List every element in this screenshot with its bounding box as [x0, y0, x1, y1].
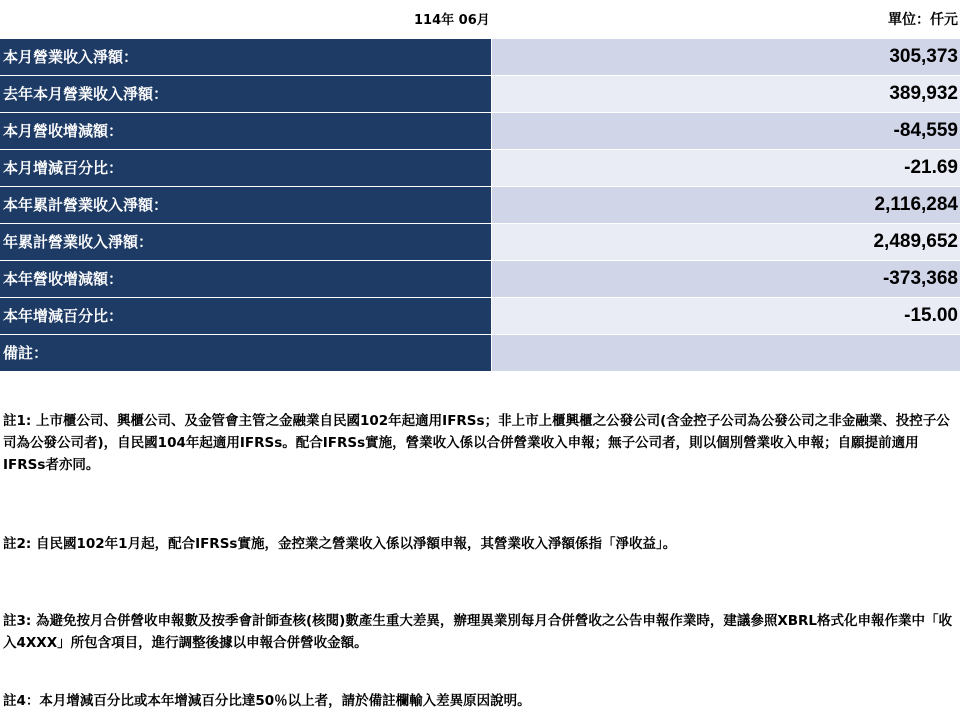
row-label-monthly-percent: 本月增減百分比： — [0, 150, 492, 186]
row-value-remarks — [492, 335, 960, 371]
row-label-ytd-change: 本年營收增減額： — [0, 261, 492, 297]
report-period: 114年 06月 — [414, 13, 490, 28]
row-label-monthly-revenue: 本月營業收入淨額： — [0, 39, 492, 75]
table-row — [0, 261, 960, 298]
row-value-ytd-change: -373,368 — [492, 261, 960, 297]
table-row — [0, 113, 960, 150]
table-row — [0, 76, 960, 113]
row-label-ytd-revenue: 本年累計營業收入淨額： — [0, 187, 492, 223]
currency-unit: 單位：仟元 — [888, 12, 958, 28]
row-value-monthly-revenue: 305,373 — [492, 39, 960, 75]
footnote-4: 註4：本月增減百分比或本年增減百分比達50％以上者，請於備註欄輸入差異原因說明。 — [3, 693, 531, 709]
footnote-1: 註1: 上市櫃公司、興櫃公司、及金管會主管之金融業自民國102年起適用IFRSs；非上市上櫃興櫃之公發公司(含金控子公司為公發公司之非金融業、投控子公司為公發公司者)，自民國104年起適用IFRSs。配合IFRSs實施，營業收入係以合併營業收入申報；無子公司者，則以個別營業收入申報；自願提前適用IFRSs者亦同。 — [3, 413, 950, 473]
footnote-3: 註3: 為避免按月合併營收申報數及按季會計師查核(核閱)數產生重大差異，辦理異業別每月合併營收之公告申報作業時，建議參照XBRL格式化申報作業中「收入4XXX」所包含項目，進行調整後據以申報合併營收金額。 — [3, 613, 953, 651]
table-row — [0, 187, 960, 224]
row-value-last-ytd-revenue: 2,489,652 — [492, 224, 960, 260]
row-value-last-year-monthly-revenue: 389,932 — [492, 76, 960, 112]
row-label-last-year-monthly-revenue: 去年本月營業收入淨額： — [0, 76, 492, 112]
row-label-monthly-change: 本月營收增減額： — [0, 113, 492, 149]
row-label-ytd-percent: 本年增減百分比： — [0, 298, 492, 334]
footnote-2: 註2: 自民國102年1月起，配合IFRSs實施，金控業之營業收入係以淨額申報，其營業收入淨額係指「淨收益」。 — [3, 536, 677, 552]
row-value-monthly-change: -84,559 — [492, 113, 960, 149]
row-value-monthly-percent: -21.69 — [492, 150, 960, 186]
table-row — [0, 150, 960, 187]
row-value-ytd-percent: -15.00 — [492, 298, 960, 334]
row-label-last-ytd-revenue: 年累計營業收入淨額： — [0, 224, 492, 260]
table-row — [0, 39, 960, 76]
row-value-ytd-revenue: 2,116,284 — [492, 187, 960, 223]
table-row — [0, 335, 960, 372]
table-row — [0, 224, 960, 261]
table-row — [0, 298, 960, 335]
revenue-table — [0, 39, 960, 372]
report-header — [0, 0, 960, 38]
row-label-remarks: 備註： — [0, 335, 492, 371]
